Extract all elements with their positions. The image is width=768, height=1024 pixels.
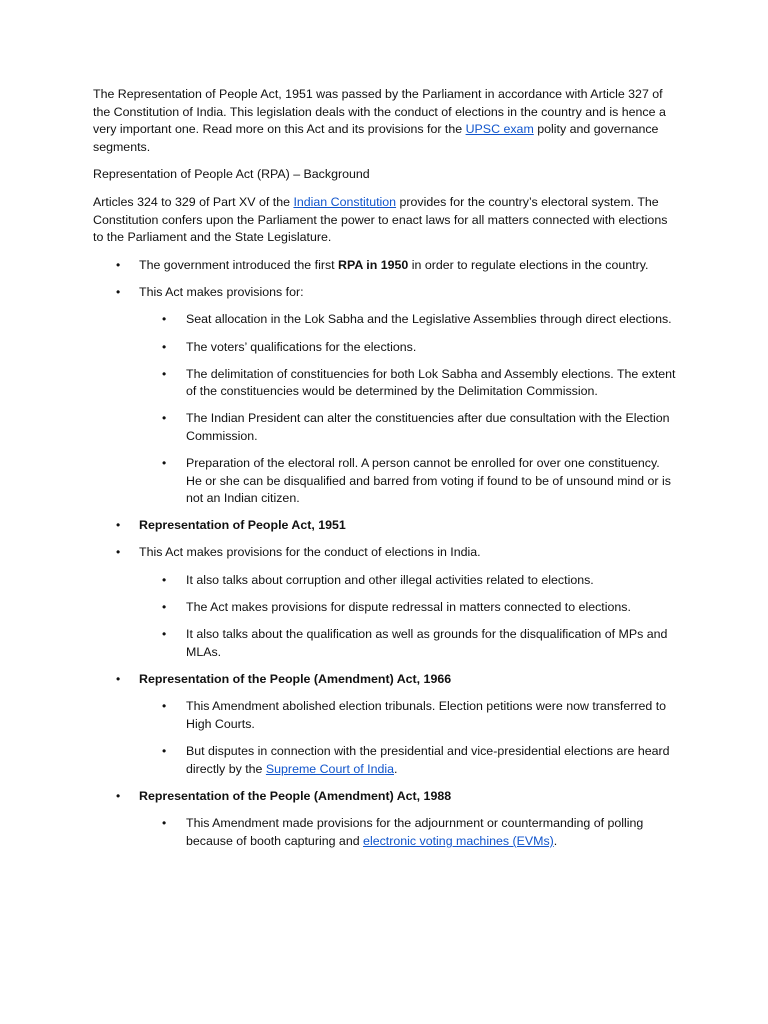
intro-text-end: polity and governance segments. xyxy=(93,122,659,154)
rpa1951-item-text: It also talks about corruption and other illegal activities related to elections. xyxy=(186,572,594,587)
bullet-icon: • xyxy=(116,284,121,299)
sub-list-item xyxy=(139,339,678,357)
bullet-icon: • xyxy=(162,627,167,642)
sub-list-item xyxy=(139,410,678,445)
list-item-amendment-1988 xyxy=(93,788,678,851)
sub-list-item xyxy=(139,743,678,778)
provision-text: The Indian President can alter the constituencies after due consultation with the Election Commission. xyxy=(186,411,670,443)
provisions-sublist xyxy=(139,311,678,507)
rpa1951-item-text: The Act makes provisions for dispute redressal in matters connected to elections. xyxy=(186,600,631,615)
main-bullet-list xyxy=(93,257,678,851)
intro-text: The Representation of People Act, 1951 was passed by the Parliament in accordance with Article 327 of the Constitution of India. This legislation deals with the conduct of elections in the country and is hence a very important one. Read more on this Act and its provisions for the xyxy=(93,87,666,137)
articles-text: Articles 324 to 329 of Part XV of the xyxy=(93,194,294,209)
rpa1950-bold: RPA in 1950 xyxy=(338,257,409,272)
bullet-icon: • xyxy=(162,572,167,587)
sub-list-item xyxy=(139,815,678,850)
amendment-1966-item-end: . xyxy=(394,761,398,776)
sub-list-item xyxy=(139,572,678,590)
upsc-exam-link[interactable]: UPSC exam xyxy=(465,122,534,137)
amendment-1988-sublist xyxy=(139,815,678,850)
provision-text: Seat allocation in the Lok Sabha and the Legislative Assemblies through direct elections. xyxy=(186,312,672,327)
sub-list-item xyxy=(139,698,678,733)
amendment-1988-heading: Representation of the People (Amendment) Act, 1988 xyxy=(139,788,452,803)
rpa1951-item-text: It also talks about the qualification as well as grounds for the disqualification of MPs and MLAs. xyxy=(186,627,668,659)
indian-constitution-link[interactable]: Indian Constitution xyxy=(293,194,397,209)
intro-paragraph xyxy=(93,86,678,156)
sub-list-item xyxy=(139,366,678,401)
bullet-icon: • xyxy=(162,312,167,327)
list-item-rpa-1950 xyxy=(93,257,678,275)
bullet-icon: • xyxy=(162,366,167,381)
sub-list-item xyxy=(139,311,678,329)
bullet-icon: • xyxy=(162,456,167,470)
rpa1951-label: This Act makes provisions for the conduct of elections in India. xyxy=(139,545,481,560)
provision-text: The voters’ qualifications for the elections. xyxy=(186,339,417,354)
amendment-1988-item-text: This Amendment made provisions for the adjournment or countermanding of polling because of booth capturing and xyxy=(186,816,644,848)
bullet-icon: • xyxy=(162,816,167,831)
evm-link[interactable]: electronic voting machines (EVMs) xyxy=(363,834,554,848)
list-item-provisions xyxy=(93,284,678,508)
bullet-icon: • xyxy=(162,699,167,714)
amendment-1966-item-text: This Amendment abolished election tribunals. Election petitions were now transferred to High Courts. xyxy=(186,699,667,732)
bullet-icon: • xyxy=(162,744,167,759)
provisions-label: This Act makes provisions for: xyxy=(139,284,304,299)
amendment-1966-heading: Representation of the People (Amendment) Act, 1966 xyxy=(139,671,452,686)
list-item-amendment-1966 xyxy=(93,671,678,778)
bullet-icon: • xyxy=(116,671,121,686)
sub-list-item xyxy=(139,599,678,617)
list-item-rpa-1951-heading xyxy=(93,517,678,535)
supreme-court-link[interactable]: Supreme Court of India xyxy=(265,761,394,776)
provision-text: Preparation of the electoral roll. A person cannot be enrolled for over one constituency. He or she can be disqualified and barred from voting if found to be of unsound mind or is not an Indian citizen. xyxy=(186,456,671,506)
bullet-icon: • xyxy=(116,545,121,560)
amendment-1988-item-end: . xyxy=(553,834,558,848)
articles-paragraph xyxy=(93,194,678,247)
list-item-rpa-1951-provisions xyxy=(93,544,678,661)
bullet-icon: • xyxy=(162,411,167,426)
sub-list-item xyxy=(139,455,678,508)
background-heading: Representation of People Act (RPA) – Background xyxy=(93,167,370,182)
rpa1951-heading: Representation of People Act, 1951 xyxy=(139,518,346,533)
amendment-1966-item-text: But disputes in connection with the presidential and vice-presidential elections are heard directly by the xyxy=(186,744,670,776)
rpa1950-text-end: in order to regulate elections in the country. xyxy=(408,257,649,272)
bullet-icon: • xyxy=(116,257,121,272)
amendment-1966-sublist xyxy=(139,698,678,778)
bullet-icon: • xyxy=(162,600,167,615)
provision-text: The delimitation of constituencies for both Lok Sabha and Assembly elections. The extent of the constituencies would be determined by the Delimitation Commission. xyxy=(186,366,676,399)
bullet-icon: • xyxy=(116,788,121,803)
sub-list-item xyxy=(139,626,678,661)
articles-text-end: provides for the country’s electoral system. The Constitution confers upon the Parliament the power to enact laws for all matters connected with elections to the Parliament and the State Legislature. xyxy=(93,194,668,245)
rpa1950-text: The government introduced the first xyxy=(139,257,339,272)
rpa1951-sublist xyxy=(139,572,678,661)
bullet-icon: • xyxy=(116,518,121,533)
bullet-icon: • xyxy=(162,339,167,354)
